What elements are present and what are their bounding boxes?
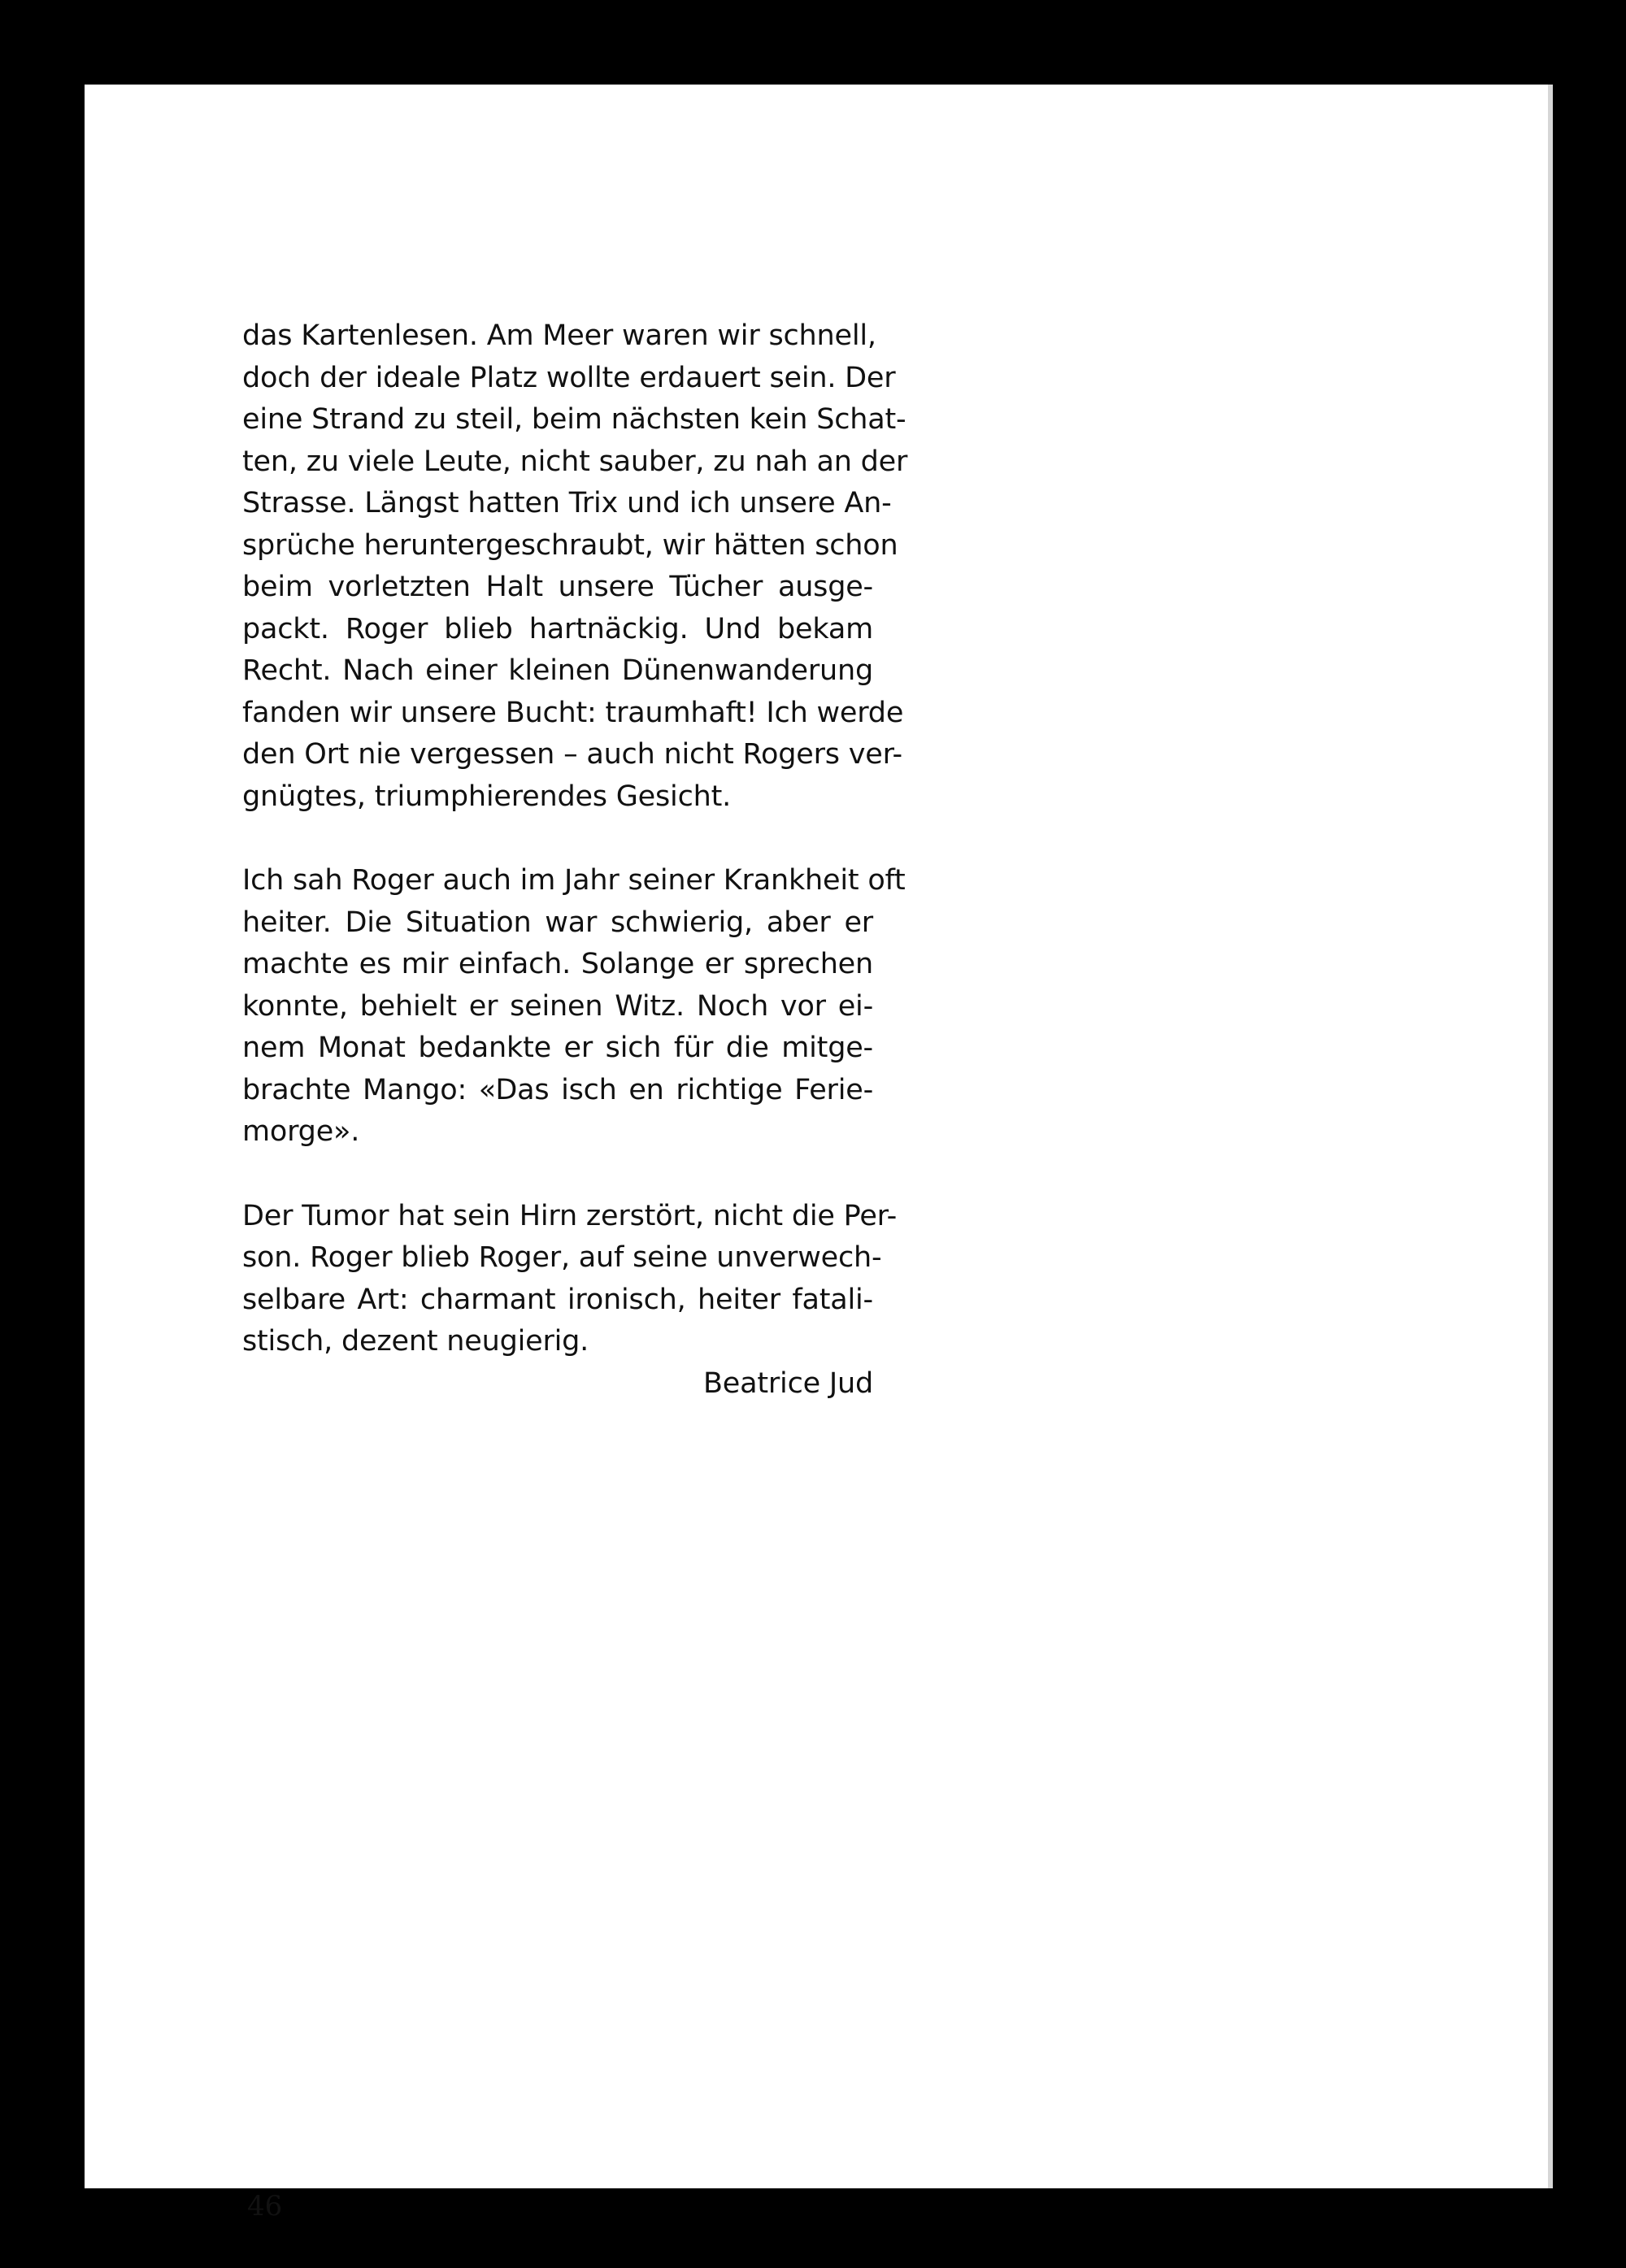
text-column — [242, 315, 908, 1405]
text-line: nem Monat bedankte er sich für die mitge- — [242, 1032, 873, 1064]
text-line: Strasse. Längst hatten Trix und ich unsere An- — [242, 487, 892, 519]
text-line: machte es mir einfach. Solange er sprechen — [242, 948, 873, 980]
text-line: sprüche heruntergeschraubt, wir hätten schon — [242, 528, 898, 562]
text-line: eine Strand zu steil, beim nächsten kein Schat- — [242, 403, 906, 436]
paragraph-3 — [242, 1196, 898, 1363]
text-line: Recht. Nach einer kleinen Dünenwanderung — [242, 654, 873, 687]
document-page — [85, 85, 1548, 2222]
text-line: gnügtes, triumphierendes Gesicht. — [242, 780, 732, 813]
text-line: den Ort nie vergessen – auch nicht Rogers ver- — [242, 738, 902, 771]
text-line: beim vorletzten Halt unsere Tücher ausge- — [242, 571, 873, 603]
text-line: ten, zu viele Leute, nicht sauber, zu nah an der — [242, 445, 908, 478]
text-line: packt. Roger blieb hartnäckig. Und bekam — [242, 612, 873, 645]
text-line: son. Roger blieb Roger, auf seine unverwech- — [242, 1241, 882, 1274]
text-line: brachte Mango: «Das isch en richtige Ferie- — [242, 1073, 873, 1106]
page-edge-shadow — [1548, 85, 1553, 2188]
page-number: 46 — [247, 2190, 283, 2222]
text-line: fanden wir unsere Bucht: traumhaft! Ich werde — [242, 696, 904, 729]
text-line: Ich sah Roger auch im Jahr seiner Krankheit oft — [242, 864, 906, 897]
paragraph-1 — [242, 315, 908, 818]
paragraph-gap — [242, 818, 873, 860]
text-line: konnte, behielt er seinen Witz. Noch vor ei- — [242, 989, 873, 1023]
author-signature: Beatrice Jud — [702, 1366, 873, 1400]
text-line: stisch, dezent neugierig. — [242, 1325, 589, 1358]
text-line: heiter. Die Situation war schwierig, aber er — [242, 906, 873, 939]
text-line: selbare Art: charmant ironisch, heiter fatali- — [242, 1283, 873, 1316]
text-line: doch der ideale Platz wollte erdauert sein. Der — [242, 361, 896, 394]
text-line: Der Tumor hat sein Hirn zerstört, nicht die Per- — [242, 1199, 898, 1232]
text-line: morge». — [242, 1115, 360, 1148]
text-line: das Kartenlesen. Am Meer waren wir schnell, — [242, 319, 876, 352]
paragraph-gap — [242, 1154, 873, 1196]
paragraph-2 — [242, 860, 906, 1154]
